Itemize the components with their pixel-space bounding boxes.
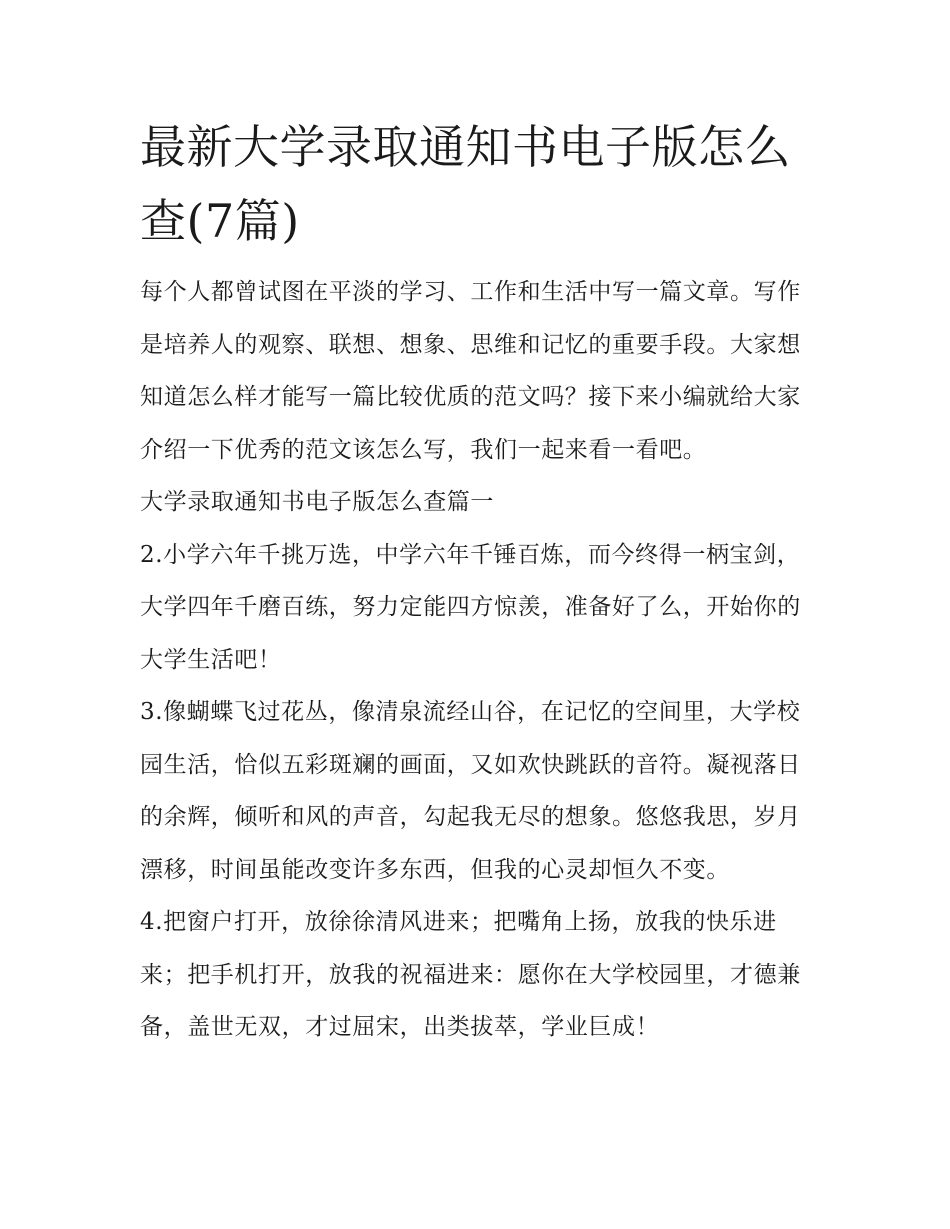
section-heading: 大学录取通知书电子版怎么查篇一 <box>140 489 494 515</box>
document-title: 最新大学录取通知书电子版怎么查(7篇) <box>140 120 791 248</box>
list-item: 4.把窗户打开，放徐徐清风进来；把嘴角上扬，放我的快乐进来；把手机打开，放我的祝福进来：愿你在大学校园里，才德兼备，盖世无双，才过屈宋，出类拔萃，学业巨成！ <box>140 909 801 1040</box>
intro-paragraph: 每个人都曾试图在平淡的学习、工作和生活中写一篇文章。写作是培养人的观察、联想、想象、思维和记忆的重要手段。大家想知道怎么样才能写一篇比较优质的范文吗？接下来小编就给大家介绍一下优秀的范文该怎么写，我们一起来看一看吧。 <box>140 279 801 463</box>
list-item: 2.小学六年千挑万选，中学六年千锤百炼，而今终得一柄宝剑，大学四年千磨百练，努力定能四方惊羡，准备好了么，开始你的大学生活吧！ <box>140 541 801 673</box>
document-page <box>140 110 812 1054</box>
list-item: 3.像蝴蝶飞过花丛，像清泉流经山谷，在记忆的空间里，大学校园生活，恰似五彩斑斓的画面，又如欢快跳跃的音符。凝视落日的余辉，倾听和风的声音，勾起我无尽的想象。悠悠我思，岁月漂移，时间虽能改变许多东西，但我的心灵却恒久不变。 <box>140 699 801 883</box>
